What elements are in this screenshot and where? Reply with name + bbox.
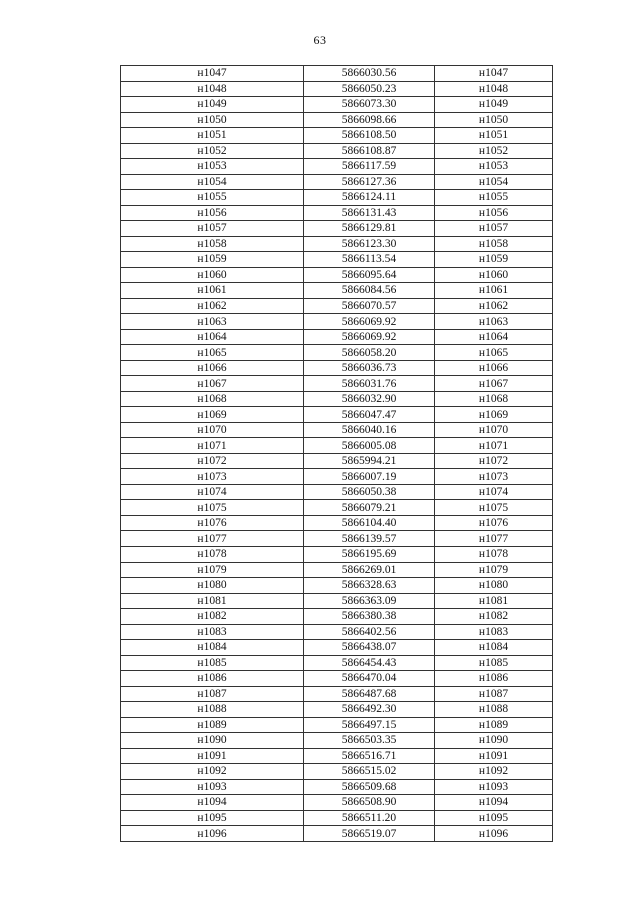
point-id-ref-cell: н1090 [435, 733, 553, 749]
table-row [121, 190, 553, 206]
point-id-cell: н1049 [121, 97, 304, 113]
table-row [121, 267, 553, 283]
point-id-cell: н1075 [121, 500, 304, 516]
point-id-cell: н1095 [121, 810, 304, 826]
point-id-ref-cell: н1050 [435, 112, 553, 128]
point-id-ref-cell: н1083 [435, 624, 553, 640]
point-id-ref-cell: н1094 [435, 795, 553, 811]
table-row [121, 66, 553, 82]
coordinate-cell: 5866131.43 [304, 205, 435, 221]
point-id-ref-cell: н1091 [435, 748, 553, 764]
table-row [121, 376, 553, 392]
point-id-ref-cell: н1093 [435, 779, 553, 795]
coordinate-cell: 5866402.56 [304, 624, 435, 640]
coordinate-cell: 5866031.76 [304, 376, 435, 392]
table-row [121, 221, 553, 237]
coordinate-cell: 5865994.21 [304, 453, 435, 469]
table-row [121, 640, 553, 656]
table-row [121, 345, 553, 361]
table-row [121, 779, 553, 795]
point-id-cell: н1092 [121, 764, 304, 780]
point-id-cell: н1080 [121, 578, 304, 594]
point-id-ref-cell: н1065 [435, 345, 553, 361]
point-id-ref-cell: н1077 [435, 531, 553, 547]
point-id-cell: н1082 [121, 609, 304, 625]
coordinate-cell: 5866040.16 [304, 422, 435, 438]
coordinate-cell: 5866058.20 [304, 345, 435, 361]
point-id-cell: н1054 [121, 174, 304, 190]
coordinate-cell: 5866129.81 [304, 221, 435, 237]
coordinate-cell: 5866070.57 [304, 298, 435, 314]
coordinate-cell: 5866007.19 [304, 469, 435, 485]
table-row [121, 252, 553, 268]
point-id-cell: н1086 [121, 671, 304, 687]
point-id-ref-cell: н1088 [435, 702, 553, 718]
table-row [121, 360, 553, 376]
point-id-ref-cell: н1085 [435, 655, 553, 671]
point-id-cell: н1084 [121, 640, 304, 656]
point-id-cell: н1064 [121, 329, 304, 345]
table-row [121, 422, 553, 438]
point-id-ref-cell: н1072 [435, 453, 553, 469]
table-row [121, 128, 553, 144]
coordinate-cell: 5866036.73 [304, 360, 435, 376]
point-id-cell: н1048 [121, 81, 304, 97]
coordinate-cell: 5866363.09 [304, 593, 435, 609]
point-id-ref-cell: н1047 [435, 66, 553, 82]
point-id-ref-cell: н1055 [435, 190, 553, 206]
table-row [121, 655, 553, 671]
point-id-ref-cell: н1084 [435, 640, 553, 656]
point-id-cell: н1067 [121, 376, 304, 392]
point-id-cell: н1090 [121, 733, 304, 749]
coordinate-cell: 5866123.30 [304, 236, 435, 252]
point-id-ref-cell: н1082 [435, 609, 553, 625]
point-id-ref-cell: н1080 [435, 578, 553, 594]
table-row [121, 298, 553, 314]
table-row [121, 314, 553, 330]
coordinate-cell: 5866470.04 [304, 671, 435, 687]
point-id-cell: н1057 [121, 221, 304, 237]
table-row [121, 159, 553, 175]
coordinate-cell: 5866124.11 [304, 190, 435, 206]
point-id-cell: н1078 [121, 546, 304, 562]
point-id-cell: н1066 [121, 360, 304, 376]
point-id-cell: н1091 [121, 748, 304, 764]
table-row [121, 453, 553, 469]
point-id-cell: н1077 [121, 531, 304, 547]
point-id-cell: н1068 [121, 391, 304, 407]
table-row [121, 702, 553, 718]
coordinate-cell: 5866328.63 [304, 578, 435, 594]
coordinate-cell: 5866454.43 [304, 655, 435, 671]
coordinate-cell: 5866380.38 [304, 609, 435, 625]
table-row [121, 624, 553, 640]
point-id-cell: н1065 [121, 345, 304, 361]
point-id-ref-cell: н1076 [435, 515, 553, 531]
coordinate-cell: 5866030.56 [304, 66, 435, 82]
table-row [121, 438, 553, 454]
coordinate-cell: 5866032.90 [304, 391, 435, 407]
point-id-cell: н1059 [121, 252, 304, 268]
table-row [121, 810, 553, 826]
coordinate-cell: 5866487.68 [304, 686, 435, 702]
coordinate-cell: 5866005.08 [304, 438, 435, 454]
table-row [121, 578, 553, 594]
point-id-ref-cell: н1079 [435, 562, 553, 578]
point-id-ref-cell: н1092 [435, 764, 553, 780]
table-row [121, 283, 553, 299]
point-id-ref-cell: н1089 [435, 717, 553, 733]
point-id-cell: н1085 [121, 655, 304, 671]
point-id-cell: н1069 [121, 407, 304, 423]
point-id-ref-cell: н1078 [435, 546, 553, 562]
table-row [121, 97, 553, 113]
point-id-ref-cell: н1060 [435, 267, 553, 283]
point-id-cell: н1062 [121, 298, 304, 314]
point-id-cell: н1088 [121, 702, 304, 718]
point-id-cell: н1076 [121, 515, 304, 531]
point-id-ref-cell: н1051 [435, 128, 553, 144]
point-id-ref-cell: н1071 [435, 438, 553, 454]
table-row [121, 484, 553, 500]
point-id-ref-cell: н1070 [435, 422, 553, 438]
table-row [121, 81, 553, 97]
point-id-cell: н1047 [121, 66, 304, 82]
point-id-cell: н1052 [121, 143, 304, 159]
point-id-ref-cell: н1058 [435, 236, 553, 252]
table-row [121, 748, 553, 764]
table-row [121, 562, 553, 578]
coordinates-table [120, 65, 553, 842]
point-id-cell: н1058 [121, 236, 304, 252]
point-id-cell: н1061 [121, 283, 304, 299]
point-id-cell: н1060 [121, 267, 304, 283]
table-row [121, 795, 553, 811]
point-id-ref-cell: н1067 [435, 376, 553, 392]
point-id-ref-cell: н1087 [435, 686, 553, 702]
point-id-ref-cell: н1062 [435, 298, 553, 314]
point-id-cell: н1093 [121, 779, 304, 795]
point-id-cell: н1053 [121, 159, 304, 175]
coordinate-cell: 5866108.87 [304, 143, 435, 159]
point-id-cell: н1094 [121, 795, 304, 811]
point-id-cell: н1063 [121, 314, 304, 330]
coordinate-cell: 5866497.15 [304, 717, 435, 733]
point-id-cell: н1096 [121, 826, 304, 842]
point-id-ref-cell: н1095 [435, 810, 553, 826]
coordinate-cell: 5866515.02 [304, 764, 435, 780]
point-id-ref-cell: н1075 [435, 500, 553, 516]
point-id-ref-cell: н1069 [435, 407, 553, 423]
table-row [121, 143, 553, 159]
table-row [121, 764, 553, 780]
point-id-cell: н1073 [121, 469, 304, 485]
point-id-ref-cell: н1049 [435, 97, 553, 113]
coordinate-cell: 5866108.50 [304, 128, 435, 144]
point-id-cell: н1079 [121, 562, 304, 578]
table-row [121, 112, 553, 128]
table-row [121, 391, 553, 407]
point-id-ref-cell: н1048 [435, 81, 553, 97]
point-id-ref-cell: н1053 [435, 159, 553, 175]
point-id-ref-cell: н1064 [435, 329, 553, 345]
point-id-ref-cell: н1054 [435, 174, 553, 190]
coordinate-cell: 5866503.35 [304, 733, 435, 749]
coordinate-cell: 5866508.90 [304, 795, 435, 811]
point-id-ref-cell: н1063 [435, 314, 553, 330]
table-row [121, 733, 553, 749]
point-id-ref-cell: н1056 [435, 205, 553, 221]
coordinate-cell: 5866069.92 [304, 329, 435, 345]
point-id-cell: н1083 [121, 624, 304, 640]
table-row [121, 671, 553, 687]
table-row [121, 826, 553, 842]
coordinate-cell: 5866139.57 [304, 531, 435, 547]
point-id-cell: н1050 [121, 112, 304, 128]
point-id-cell: н1055 [121, 190, 304, 206]
coordinate-cell: 5866079.21 [304, 500, 435, 516]
coordinate-cell: 5866098.66 [304, 112, 435, 128]
coordinate-cell: 5866117.59 [304, 159, 435, 175]
point-id-cell: н1070 [121, 422, 304, 438]
point-id-cell: н1087 [121, 686, 304, 702]
table-row [121, 329, 553, 345]
point-id-ref-cell: н1086 [435, 671, 553, 687]
coordinate-cell: 5866438.07 [304, 640, 435, 656]
table-row [121, 593, 553, 609]
coordinate-cell: 5866084.56 [304, 283, 435, 299]
coordinate-cell: 5866047.47 [304, 407, 435, 423]
table-row [121, 407, 553, 423]
coordinate-cell: 5866195.69 [304, 546, 435, 562]
table-row [121, 609, 553, 625]
coordinate-cell: 5866269.01 [304, 562, 435, 578]
point-id-ref-cell: н1052 [435, 143, 553, 159]
point-id-ref-cell: н1096 [435, 826, 553, 842]
coordinate-cell: 5866104.40 [304, 515, 435, 531]
coordinate-cell: 5866095.64 [304, 267, 435, 283]
point-id-cell: н1089 [121, 717, 304, 733]
coordinate-cell: 5866519.07 [304, 826, 435, 842]
point-id-cell: н1071 [121, 438, 304, 454]
point-id-ref-cell: н1061 [435, 283, 553, 299]
coordinate-cell: 5866127.36 [304, 174, 435, 190]
table-row [121, 717, 553, 733]
table-row [121, 531, 553, 547]
point-id-cell: н1072 [121, 453, 304, 469]
table-row [121, 469, 553, 485]
coordinate-cell: 5866516.71 [304, 748, 435, 764]
point-id-ref-cell: н1066 [435, 360, 553, 376]
coordinate-cell: 5866050.38 [304, 484, 435, 500]
table-row [121, 500, 553, 516]
table-row [121, 686, 553, 702]
point-id-cell: н1056 [121, 205, 304, 221]
coordinates-table-body [121, 66, 553, 842]
table-row [121, 236, 553, 252]
coordinate-cell: 5866492.30 [304, 702, 435, 718]
page-number: 63 [313, 33, 327, 47]
point-id-ref-cell: н1059 [435, 252, 553, 268]
point-id-ref-cell: н1068 [435, 391, 553, 407]
coordinate-cell: 5866511.20 [304, 810, 435, 826]
point-id-cell: н1051 [121, 128, 304, 144]
coordinate-cell: 5866073.30 [304, 97, 435, 113]
point-id-ref-cell: н1073 [435, 469, 553, 485]
point-id-cell: н1074 [121, 484, 304, 500]
point-id-ref-cell: н1081 [435, 593, 553, 609]
table-row [121, 174, 553, 190]
point-id-ref-cell: н1074 [435, 484, 553, 500]
table-row [121, 515, 553, 531]
coordinate-cell: 5866069.92 [304, 314, 435, 330]
coordinate-cell: 5866050.23 [304, 81, 435, 97]
coordinate-cell: 5866113.54 [304, 252, 435, 268]
coordinate-cell: 5866509.68 [304, 779, 435, 795]
table-row [121, 546, 553, 562]
point-id-ref-cell: н1057 [435, 221, 553, 237]
point-id-cell: н1081 [121, 593, 304, 609]
table-row [121, 205, 553, 221]
